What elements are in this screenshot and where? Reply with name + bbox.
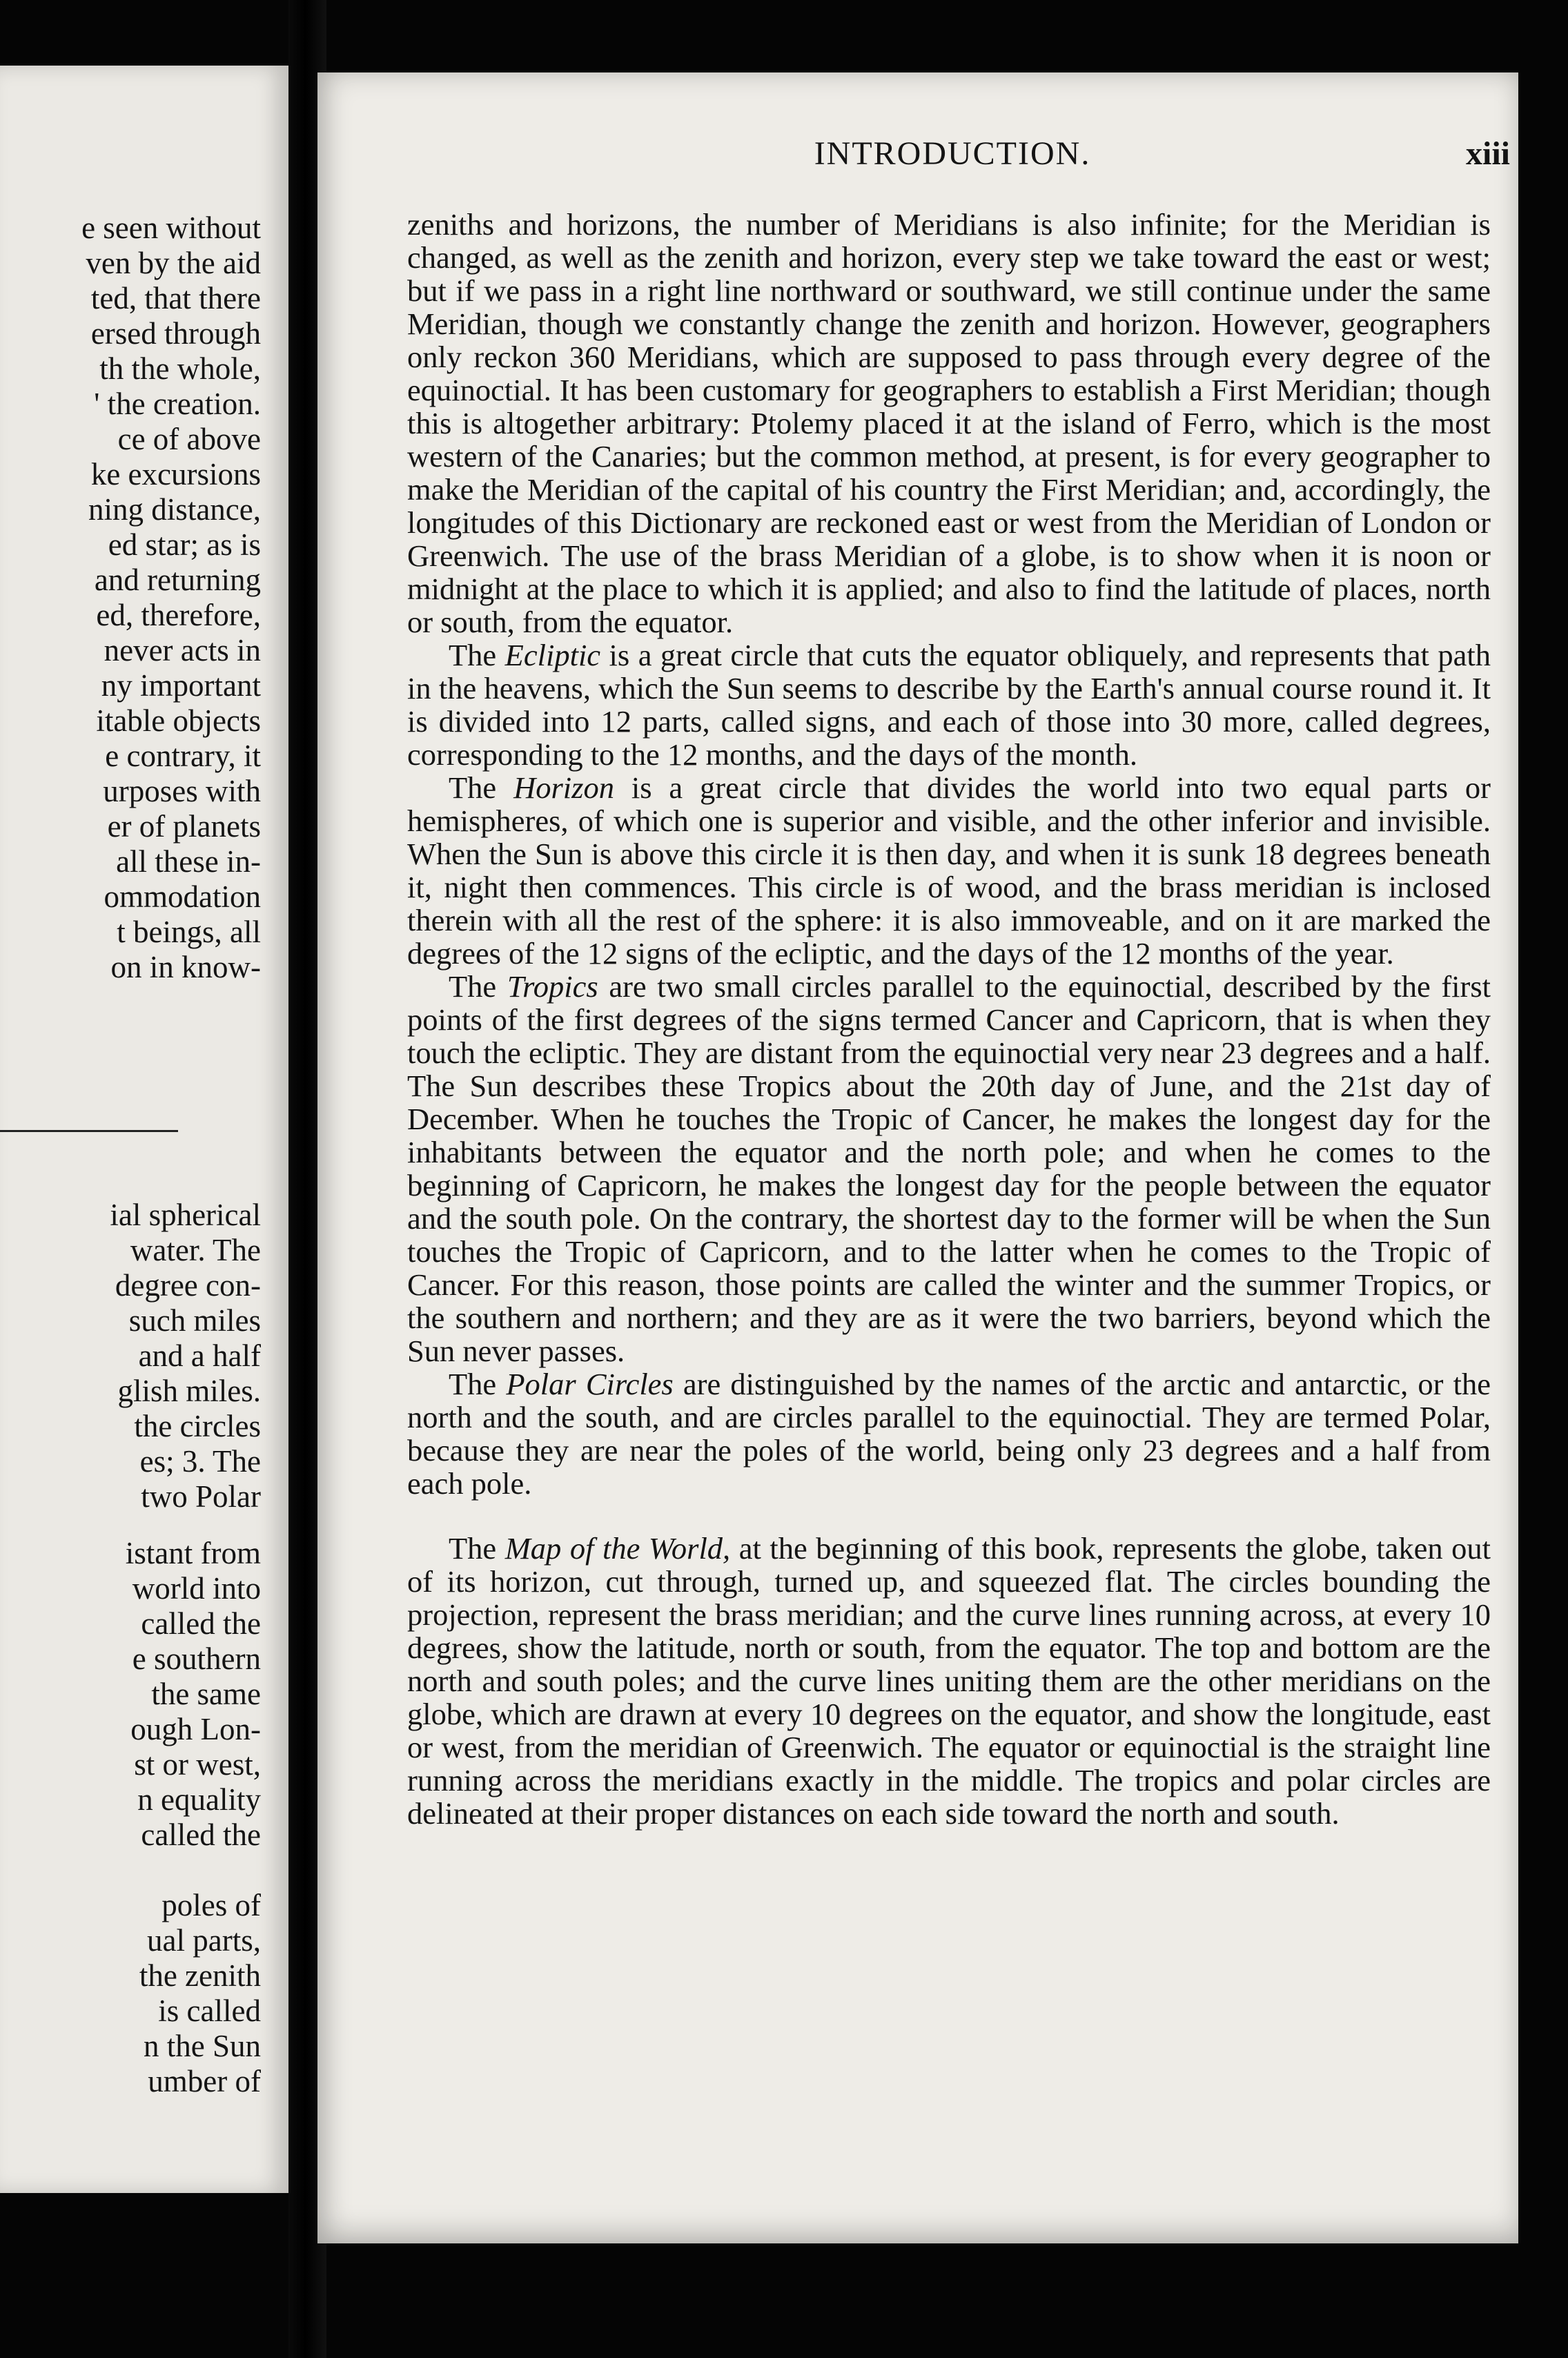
left-text-line: is called <box>158 1994 261 2028</box>
paragraph-horizon <box>407 771 1491 970</box>
left-text-line: es; 3. The <box>139 1444 261 1479</box>
left-text-line: n equality <box>137 1782 261 1817</box>
left-text-line: the same <box>151 1677 261 1711</box>
term-polar-circles: Polar Circles <box>506 1367 674 1401</box>
left-text-line: ial spherical <box>110 1198 261 1232</box>
left-text-line: called the <box>141 1606 261 1641</box>
left-text-line: th the whole, <box>99 351 261 386</box>
left-text-line: e southern <box>132 1641 261 1676</box>
left-text-line: glish miles. <box>117 1374 261 1408</box>
book-page <box>317 72 1518 2243</box>
paragraph-lead: The <box>449 638 505 672</box>
left-text-line: e contrary, it <box>105 739 261 773</box>
left-text-line: the zenith <box>139 1958 261 1993</box>
paragraph-text: is a great circle that divides the world into two equal parts or hemispheres, of which one is superior and visible, and the other inferior and invisible. When the Sun is above this circle it is then day, and when it is sunk 18 degrees beneath it, night then commences. This circle is of wood, and the brass meridian is inclosed therein with all the rest of the sphere: it is also immoveable, and on it are marked the degrees of the 12 signs of the ecliptic, and the days of the 12 months of the year. <box>407 770 1491 971</box>
paragraph-text: is a great circle that cuts the equator obliquely, and represents that path in the heavens, which the Sun seems to describe by the Earth's annual course round it. It is divided into 12 parts, called signs, and each of those into 30 more, called degrees, corresponding to the 12 months, and the days of the month. <box>407 638 1491 772</box>
left-text-line: ough Lon- <box>130 1712 261 1746</box>
term-horizon: Horizon <box>513 770 614 805</box>
term-tropics: Tropics <box>507 969 598 1004</box>
left-text-line: and a half <box>138 1338 261 1373</box>
page-number: xiii <box>1465 135 1510 172</box>
left-text-line: ersed through <box>90 316 261 351</box>
paragraph-polar-circles <box>407 1367 1491 1500</box>
left-text-line: ed, therefore, <box>96 598 261 632</box>
left-text-line: istant from <box>125 1536 261 1570</box>
previous-page-fragment <box>0 66 288 2193</box>
left-text-line: st or west, <box>134 1747 261 1782</box>
left-text-line: ommodation <box>104 879 261 914</box>
running-title: INTRODUCTION. <box>814 135 1091 172</box>
left-text-block-2 <box>110 1198 261 1514</box>
left-text-line: the circles <box>134 1409 261 1443</box>
left-text-line: e seen without <box>81 211 261 245</box>
left-text-line: never acts in <box>104 633 261 668</box>
paragraph-lead: The <box>449 969 507 1004</box>
left-text-line: umber of <box>148 2064 261 2098</box>
paragraph-lead: The <box>449 770 514 805</box>
left-text-block-4 <box>139 1888 261 2099</box>
left-text-block-3 <box>126 1536 261 1853</box>
term-ecliptic: Ecliptic <box>504 638 601 672</box>
running-head <box>317 135 1518 176</box>
left-text-block-1 <box>81 211 261 985</box>
paragraph-text: are distinguished by the names of the arctic and antarctic, or the north and the south, and are circles parallel to the equinoctial. They are termed Polar, because they are near the poles of the world, being only 23 degrees and a half from each pole. <box>407 1367 1491 1501</box>
paragraph-lead: The <box>449 1367 507 1401</box>
left-text-line: ual parts, <box>147 1923 261 1958</box>
left-text-line: ning distance, <box>88 492 261 527</box>
left-text-line: world into <box>132 1571 261 1606</box>
paragraph-map-of-the-world <box>407 1532 1491 1830</box>
paragraph-text: are two small circles parallel to the equinoctial, described by the first points of the first degrees of the signs termed Cancer and Capricorn, that is when they touch the ecliptic. They are distant from the equinoctial very near 23 degrees and a half. The Sun describes these Tropics about the 20th day of June, and the 21st day of December. When he touches the Tropic of Cancer, he makes the longest day for the inhabitants between the equator and the north pole; and when he comes to the beginning of Capricorn, he makes the longest day for the people between the equator and the south pole. On the contrary, the shortest day to the former will be when the Sun touches the Tropic of Capricorn, and to the latter when he comes to the Tropic of Cancer. For this reason, those points are called the winter and the summer Tropics, or the southern and northern; and they are as it were the two barriers, beyond which the Sun never passes. <box>407 969 1491 1368</box>
left-text-line: itable objects <box>96 703 261 738</box>
left-text-line: all these in- <box>116 844 261 879</box>
left-text-line: t beings, all <box>117 915 261 949</box>
left-text-line: n the Sun <box>143 2029 261 2063</box>
term-map-of-the-world: Map of the World, <box>504 1531 731 1566</box>
left-text-line: water. The <box>130 1233 261 1267</box>
left-text-line: ' the creation. <box>94 387 261 421</box>
paragraph-lead: The <box>449 1531 505 1566</box>
paragraph-meridians: zeniths and horizons, the number of Meridians is also infinite; for the Meridian is changed, as well as the zenith and horizon, every step we take toward the east or west; but if we pass in a right line northward or southward, we still continue under the same Meridian, though we constantly change the zenith and horizon. However, geographers only reckon 360 Meridians, which are supposed to pass through every degree of the equinoctial. It has been customary for geographers to establish a First Meridian; though this is altogether arbitrary: Ptolemy placed it at the island of Ferro, which is the most western of the Canaries; but the common method, at present, is for every geographer to make the Meridian of the capital of his country the First Meridian; and, accordingly, the longitudes of this Dictionary are reckoned east or west from the Meridian of London or Greenwich. The use of the brass Meridian of a globe, is to show when it is noon or midnight at the place to which it is applied; and also to find the latitude of places, north or south, from the equator. <box>407 207 1491 639</box>
left-text-line: and returning <box>94 563 261 597</box>
page-body <box>407 208 1491 1830</box>
left-text-line: er of planets <box>107 809 261 844</box>
paragraph-tropics <box>407 970 1491 1367</box>
left-text-line: ke excursions <box>90 457 261 491</box>
left-text-line: called the <box>141 1818 261 1852</box>
left-text-line: ny important <box>101 668 261 703</box>
left-text-line: ed star; as is <box>108 527 261 562</box>
section-rule <box>0 1130 178 1132</box>
paragraph-ecliptic <box>407 639 1491 771</box>
left-text-line: ce of above <box>117 422 261 456</box>
left-text-line: such miles <box>128 1303 261 1338</box>
left-text-line: urposes with <box>103 774 261 808</box>
left-text-line: on in know- <box>110 950 261 984</box>
left-text-line: poles of <box>161 1888 261 1922</box>
left-text-line: ven by the aid <box>86 246 261 280</box>
paragraph-text: at the beginning of this book, represents the globe, taken out of its horizon, cut through, turned up, and squeezed flat. The circles bounding the projection, represent the brass meridian; and the curve lines running across, at every 10 degrees, show the latitude, north or south, from the equator. The top and bottom are the north and south poles; and the curve lines uniting them are the other meridians on the globe, which are drawn at every 10 degrees on the equator, and show the longitude, east or west, from the meridian of Greenwich. The equator or equinoctial is the straight line running across the meridians exactly in the middle. The tropics and polar circles are delineated at their proper distances on each side toward the north and south. <box>407 1531 1491 1831</box>
left-text-line: ted, that there <box>90 281 261 315</box>
left-text-line: two Polar <box>141 1479 261 1514</box>
left-text-line: degree con- <box>115 1268 261 1303</box>
